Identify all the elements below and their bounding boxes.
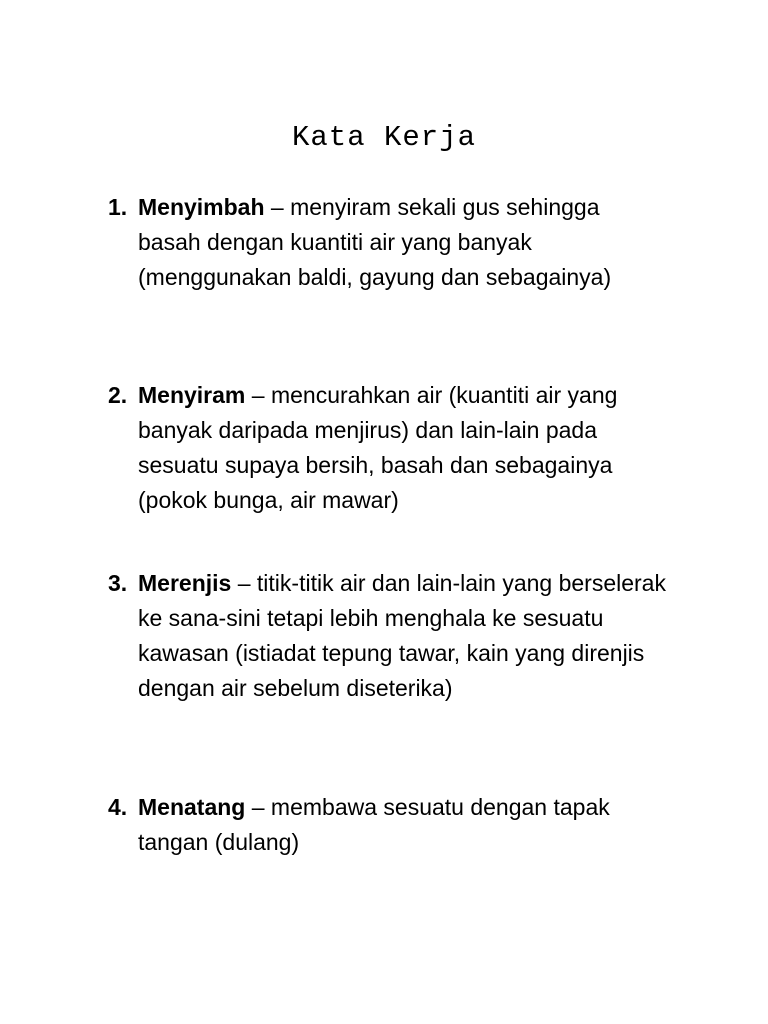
list-item <box>108 378 668 518</box>
item-number: 2. <box>108 382 128 408</box>
item-definition: membawa sesuatu dengan tapak tangan (dulang) <box>138 794 610 855</box>
item-definition: menyiram sekali gus sehingga basah dengan kuantiti air yang banyak (menggunakan baldi, gayung dan sebagainya) <box>138 194 612 290</box>
item-term: Merenjis <box>138 570 232 596</box>
item-body <box>138 566 668 706</box>
item-definition: mencurahkan air (kuantiti air yang banyak daripada menjirus) dan lain-lain pada sesuatu supaya bersih, basah dan sebagainya (pokok bunga, air mawar) <box>138 382 618 513</box>
page-title: Kata Kerja <box>291 121 477 154</box>
item-number: 1. <box>108 194 128 220</box>
item-separator: – <box>231 570 257 596</box>
item-body <box>138 790 668 860</box>
item-separator: – <box>264 194 291 220</box>
item-term: Menyiram <box>138 382 246 408</box>
item-definition: titik-titik air dan lain-lain yang berselerak ke sana-sini tetapi lebih menghala ke sesuatu kawasan (istiadat tepung tawar, kain yang direnjis dengan air sebelum diseterika) <box>138 570 666 701</box>
item-separator: – <box>245 382 271 408</box>
item-term: Menatang <box>138 794 246 820</box>
item-number: 3. <box>108 570 128 596</box>
item-body <box>138 378 668 518</box>
list-item <box>108 190 668 295</box>
item-term: Menyimbah <box>138 194 265 220</box>
list-item <box>108 566 668 706</box>
item-number: 4. <box>108 794 128 820</box>
list-item <box>108 790 668 860</box>
item-separator: – <box>245 794 271 820</box>
item-body <box>138 190 668 295</box>
